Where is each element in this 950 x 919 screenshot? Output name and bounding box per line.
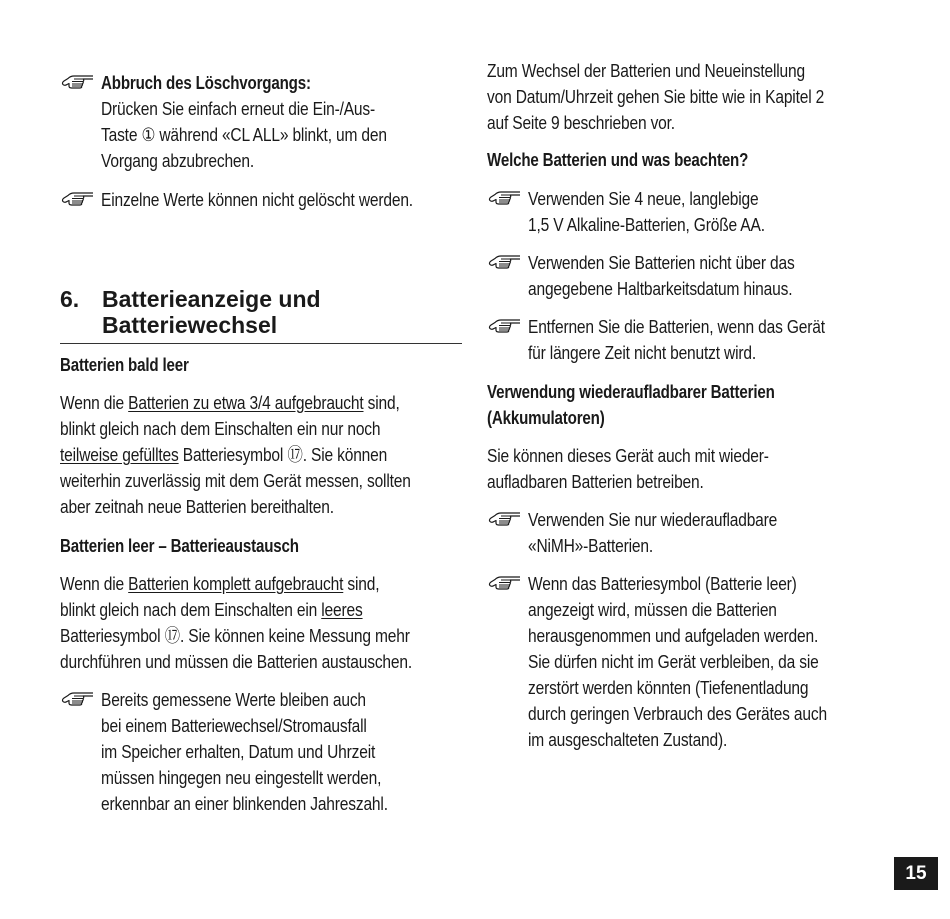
note-line: Verwenden Sie 4 neue, langlebige xyxy=(528,188,759,209)
underlined-text: teilweise gefülltes xyxy=(60,444,179,465)
section-title-line: Batteriewechsel xyxy=(102,312,278,338)
note-line: Verwenden Sie Batterien nicht über das xyxy=(528,252,795,273)
note-heading: Abbruch des Löschvorgangs: xyxy=(101,73,311,93)
pointing-hand-icon xyxy=(60,190,94,206)
paragraph-line: Wenn die Batterien komplett aufgebraucht sind, xyxy=(60,573,380,594)
pointing-hand-icon xyxy=(487,317,521,333)
battery-empty-block xyxy=(60,533,465,675)
note-line: Bereits gemessene Werte bleiben auch xyxy=(101,689,366,710)
note-line: Taste ① während «CL ALL» blinkt, um den xyxy=(101,124,387,145)
underlined-text: Batterien komplett aufgebraucht xyxy=(128,573,344,594)
note-line: «NiMH»-Batterien. xyxy=(528,535,653,556)
section-title-line: Batterieanzeige und xyxy=(102,286,321,312)
pointing-hand-icon xyxy=(487,574,521,590)
note-line: im ausgeschalteten Zustand). xyxy=(528,729,728,750)
paragraph-line: Batteriesymbol ⑰. Sie können keine Messung mehr xyxy=(60,625,410,646)
section-title xyxy=(102,286,462,338)
pointing-hand-icon xyxy=(60,690,94,706)
note-line: herausgenommen und aufgeladen werden. xyxy=(528,625,819,646)
note-line: Entfernen Sie die Batterien, wenn das Gerät xyxy=(528,316,825,337)
paragraph-line: weiterhin zuverlässig mit dem Gerät messen, sollten xyxy=(60,470,411,491)
note-line: Einzelne Werte können nicht gelöscht werden. xyxy=(101,189,413,210)
note-line: 1,5 V Alkaline-Batterien, Größe AA. xyxy=(528,214,765,235)
paragraph-line: Wenn die Batterien zu etwa 3/4 aufgebraucht sind, xyxy=(60,392,400,413)
pointing-hand-icon xyxy=(487,510,521,526)
note-line: für längere Zeit nicht benutzt wird. xyxy=(528,342,757,363)
subheading: Welche Batterien und was beachten? xyxy=(487,150,749,170)
note-line: Wenn das Batteriesymbol (Batterie leer) xyxy=(528,573,797,594)
subheading: Batterien bald leer xyxy=(60,355,189,375)
paragraph-line: Sie können dieses Gerät auch mit wieder- xyxy=(487,445,769,466)
paragraph-line: teilweise gefülltes Batteriesymbol ⑰. Sie können xyxy=(60,444,388,465)
note-line: Verwenden Sie nur wiederaufladbare xyxy=(528,509,778,530)
subheading: Batterien leer – Batterieaustausch xyxy=(60,536,299,556)
note-line: müssen hingegen neu eingestellt werden, xyxy=(101,767,382,788)
intro-paragraph xyxy=(487,58,897,136)
note-line: im Speicher erhalten, Datum und Uhrzeit xyxy=(101,741,376,762)
note-line: angegebene Haltbarkeitsdatum hinaus. xyxy=(528,278,793,299)
paragraph-line: aber zeitnah neue Batterien bereithalten. xyxy=(60,496,334,517)
subheading-line: (Akkumulatoren) xyxy=(487,408,605,428)
rechargeable-paragraph xyxy=(487,443,892,495)
underlined-text: Batterien zu etwa 3/4 aufgebraucht xyxy=(128,392,364,413)
section-number: 6. xyxy=(60,286,80,312)
note-line: zerstört werden könnten (Tiefenentladung xyxy=(528,677,809,698)
note-line: bei einem Batteriewechsel/Stromausfall xyxy=(101,715,367,736)
section-divider xyxy=(60,343,462,344)
paragraph-line: durchführen und müssen die Batterien austauschen. xyxy=(60,651,413,672)
note-line: erkennbar an einer blinkenden Jahreszahl. xyxy=(101,793,388,814)
page-number: 15 xyxy=(894,857,938,890)
note-line: durch geringen Verbrauch des Gerätes auch xyxy=(528,703,827,724)
battery-low-block xyxy=(60,352,465,520)
pointing-hand-icon xyxy=(487,253,521,269)
note-line: Sie dürfen nicht im Gerät verbleiben, da sie xyxy=(528,651,819,672)
paragraph-line: Zum Wechsel der Batterien und Neueinstellung xyxy=(487,60,805,81)
note-line: angezeigt wird, müssen die Batterien xyxy=(528,599,777,620)
paragraph-line: blinkt gleich nach dem Einschalten ein leeres xyxy=(60,599,363,620)
subheading-line: Verwendung wiederaufladbarer Batterien xyxy=(487,382,775,402)
paragraph-line: auf Seite 9 beschrieben vor. xyxy=(487,112,675,133)
note-line: Drücken Sie einfach erneut die Ein-/Aus- xyxy=(101,98,376,119)
note-line: Vorgang abzubrechen. xyxy=(101,150,255,171)
paragraph-line: blinkt gleich nach dem Einschalten ein nur noch xyxy=(60,418,381,439)
pointing-hand-icon xyxy=(487,189,521,205)
paragraph-line: von Datum/Uhrzeit gehen Sie bitte wie in Kapitel 2 xyxy=(487,86,825,107)
paragraph-line: aufladbaren Batterien betreiben. xyxy=(487,471,704,492)
pointing-hand-icon xyxy=(60,73,94,89)
underlined-text: leeres xyxy=(321,599,363,620)
rechargeable-heading xyxy=(487,379,892,431)
